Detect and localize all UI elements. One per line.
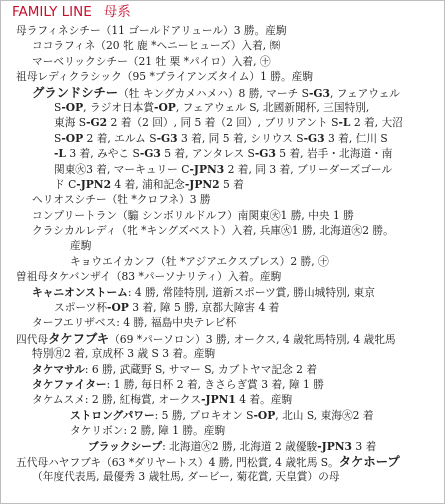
line-text: 3 着, 同 5 着, シリウス S: [177, 131, 304, 145]
line-text: , フェアウェル S, 北國新聞杯, 三国特別,: [175, 100, 370, 114]
line-text: 3 着: [351, 439, 377, 453]
emphasis-text: -JPN2: [76, 177, 111, 191]
line-text: （牡 キングカメハメハ）8 勝, マーチ S: [118, 86, 309, 100]
line-text: : 1 勝, 毎日杯 2 着, きさらぎ賞 3 着, 障 1 勝: [106, 377, 324, 391]
pedigree-line: [16, 23, 439, 38]
line-text: （年度代表馬, 最優秀 3 歳牡馬, ダービー, 菊花賞, 天皇賞）の母: [32, 470, 340, 484]
pedigree-line: [16, 377, 439, 392]
emphasis-text: -JPN3: [317, 439, 352, 453]
line-text: 祖母レディクラシック（95 *ブライアンズタイム）1 勝。産駒: [16, 70, 314, 84]
emphasis-text: ブラックシープ: [88, 439, 163, 453]
emphasis-text: -G3: [303, 131, 325, 145]
pedigree-line: [16, 362, 439, 377]
family-line-body: [1, 23, 444, 485]
line-text: 3 着, みやこ S: [65, 147, 140, 161]
line-text: : 6 勝, 武蔵野 S, サマー S, カブトヤマ記念 2 着: [84, 362, 318, 376]
emphasis-text: タケホープ: [338, 453, 400, 469]
line-text: , ラジオ日本賞: [83, 100, 155, 114]
line-text: 5 着, 岩手・北海道・南: [275, 147, 393, 161]
emphasis-text: キャニオンストーム: [32, 285, 128, 299]
emphasis-text: タケフブキ: [48, 330, 110, 346]
line-text: 四代母: [16, 332, 49, 346]
pedigree-line: [16, 69, 439, 84]
line-text: 東海 S: [54, 116, 87, 130]
emphasis-text: -JPN1: [201, 393, 236, 407]
pedigree-line: [16, 238, 439, 253]
line-text: 関東㊋3 着, マーキュリー C: [54, 162, 190, 176]
pedigree-line: [16, 454, 439, 469]
line-text: 五代母ハヤフブキ（63 *ダリヤートス）4 勝, 門松賞, 4 歳牝馬 S。: [16, 455, 339, 469]
pedigree-line: [16, 100, 439, 115]
line-text: S: [54, 131, 62, 145]
pedigree-line: [16, 439, 439, 454]
pedigree-line: [16, 54, 439, 69]
emphasis-text: -L: [54, 147, 66, 161]
pedigree-line: [16, 115, 439, 130]
line-text: タケムスメ: 2 勝, 紅梅賞, オークス: [32, 393, 202, 407]
emphasis-text: タケマサル: [32, 362, 85, 376]
line-text: 3 着, 仁川 S: [324, 131, 388, 145]
line-text: 4 着。産駒: [235, 393, 293, 407]
emphasis-text: -OP: [61, 100, 84, 114]
line-text: 2 着, エルム S: [83, 131, 157, 145]
line-text: 曽祖母タケバンザイ（83 *パーソナリティ）入着。産駒: [16, 270, 282, 284]
line-text: S: [54, 100, 62, 114]
line-text: 2 着, 大沼: [350, 116, 403, 130]
pedigree-line: [16, 346, 439, 361]
line-text: 産駒: [70, 239, 92, 253]
emphasis-text: -JPN2: [184, 177, 220, 191]
emphasis-text: -OP: [154, 100, 176, 114]
pedigree-line: [16, 423, 439, 438]
line-text: 3 着, 障 5 勝, 京都大障害 4 着: [128, 301, 280, 315]
emphasis-text: -OP: [61, 131, 84, 145]
pedigree-line: [16, 177, 439, 192]
line-text: 5 着: [219, 177, 244, 191]
emphasis-text: -OP: [253, 408, 276, 422]
pedigree-line: [16, 315, 439, 330]
line-text: キョウエイカンフ（牡 *アジアエクスプレス）2 勝, ㊉: [70, 254, 329, 268]
line-text: 特別㊊2 着, 京成杯 3 歳 S 3 着。産駒: [32, 347, 216, 361]
line-text: 母ラフィネシチー（11 ゴールドアリュール）3 勝。産駒: [16, 24, 287, 37]
line-text: : 4 勝, 常陸特別, 道新スポーツ賞, 勝山城特別, 東京: [127, 285, 375, 299]
line-text: （69 *パーソロン）3 勝, オークス, 4 歳牝馬特別, 4 歳牝馬: [109, 332, 396, 346]
line-text: ド C: [54, 177, 77, 191]
emphasis-text: -G3: [308, 86, 330, 100]
emphasis-text: -G2: [86, 116, 108, 130]
emphasis-text: -G3: [254, 147, 276, 161]
pedigree-line: [16, 285, 439, 300]
emphasis-text: -JPN3: [189, 162, 225, 176]
emphasis-text: -G3: [156, 131, 178, 145]
pedigree-line: [16, 392, 439, 407]
pedigree-line: [16, 254, 439, 269]
line-text: 2 着（2 回）, 同 5 着（2 回）, ブリリアント S: [107, 116, 339, 130]
line-text: : 北海道㊋2 勝, 北海道 2 歳優駿: [162, 439, 318, 453]
pedigree-line: [16, 469, 439, 484]
emphasis-text: -G3: [139, 147, 161, 161]
line-text: 2 着, 同 3 着, ブリーダーズゴール: [224, 162, 393, 176]
pedigree-line: [16, 146, 439, 161]
line-text: タケリボン: 2 勝, 障 1 勝。産駒: [70, 424, 226, 438]
pedigree-line: [16, 300, 439, 315]
emphasis-text: ストロングパワー: [70, 408, 155, 422]
line-text: マーベリックシチー（21 牡 栗 *パイロ）入着, ㊉: [32, 54, 271, 68]
pedigree-line: [16, 85, 439, 100]
pedigree-line: [16, 408, 439, 423]
pedigree-line: [16, 131, 439, 146]
line-text: クラシカルレディ（牝 *キングズベスト）入着, 兵庫㊋1 勝, 北海道㊋2 勝。: [32, 224, 394, 238]
pedigree-line: [16, 269, 439, 284]
pedigree-line: [16, 208, 439, 223]
line-text: ヘリオスシチー（牡 *クロフネ）3 勝: [32, 193, 211, 207]
pedigree-line: [16, 192, 439, 207]
line-text: ココラフィネ（20 牝 鹿 *ヘニーヒューズ）入着, ㉀: [32, 39, 281, 53]
emphasis-text: グランドシチー: [32, 84, 119, 100]
line-text: コンプリートラン（騸 シンボリルドルフ）南関東㊋1 勝, 中央 1 勝: [32, 208, 354, 222]
pedigree-line: [16, 38, 439, 53]
section-subtitle: 母系: [103, 4, 131, 20]
emphasis-text: -OP: [107, 301, 129, 315]
pedigree-line: [16, 223, 439, 238]
line-text: , 北山 S, 東海㊋2 着: [275, 408, 374, 422]
emphasis-text: タケファイター: [32, 377, 107, 391]
section-title: FAMILY LINE: [12, 4, 92, 20]
pedigree-line: [16, 331, 439, 346]
line-text: ターフエリザベス: 4 勝, 福島中央テレビ杯: [32, 316, 237, 330]
emphasis-text: -L: [338, 116, 351, 130]
pedigree-line: [16, 162, 439, 177]
line-text: 4 着, 浦和記念: [111, 177, 185, 191]
section-header: [1, 1, 444, 23]
line-text: 5 着, アンタレス S: [160, 147, 255, 161]
line-text: , フェアウェル: [329, 86, 400, 100]
line-text: : 5 勝, プロキオン S: [154, 408, 254, 422]
line-text: スポーツ杯: [54, 301, 108, 315]
